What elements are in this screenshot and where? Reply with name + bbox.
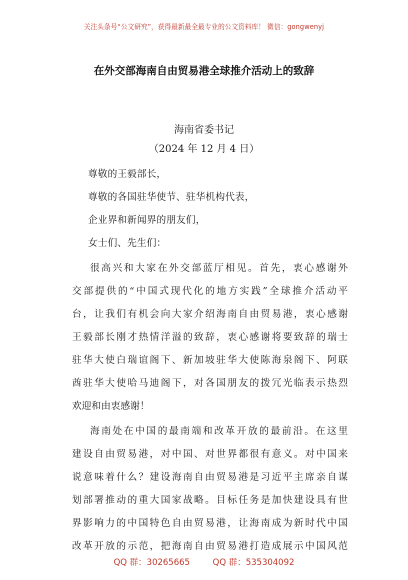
header-advert: 关注头条号“公文研究”，获得最新最全最专业的公文资料库！ 微信：gongwenyj <box>83 23 325 31</box>
paragraph-1-line: 王毅部长刚才热情洋溢的致辞，衷心感谢将要致辞的瑞士 <box>72 332 348 343</box>
paragraph-2-line: 界影响力的中国特色自由贸易港，让海南成为新时代中国 <box>72 518 348 529</box>
paragraph-2-line: 改革开放的示范，把海南自由贸易港打造成展示中国风范 <box>72 541 348 552</box>
paragraph-1-line: 驻华大使白瑞谊阁下、新加坡驻华大使陈海泉阁下、阿联 <box>72 355 348 366</box>
salutation-2: 尊敬的各国驻华使节、驻华机构代表， <box>88 192 255 203</box>
paragraph-2-line: 建设自由贸易港，对中国、对世界都很有意义。对中国来 <box>72 449 348 460</box>
salutation-3: 企业界和新闻界的朋友们， <box>88 215 206 226</box>
paragraph-1-line: 台，让我们有机会向大家介绍海南自由贸易港，衷心感谢 <box>72 309 348 320</box>
paragraph-1-line: 欢迎和由衷感谢！ <box>72 401 150 412</box>
speaker-title: 海南省委书记 <box>174 125 234 136</box>
paragraph-1-line: 交部提供的“中国式现代化的地方实践”全球推介活动平 <box>72 286 348 297</box>
speech-date: （2024 年 12 月 4 日） <box>148 144 260 155</box>
paragraph-2-line: 说意味着什么？建设海南自由贸易港是习近平主席亲自谋 <box>72 472 348 483</box>
footer-qq-group-1: QQ 群：30265665 <box>113 558 190 568</box>
paragraph-1-line: 很高兴和大家在外交部蓝厅相见。首先，衷心感谢外 <box>90 263 348 274</box>
salutation-4: 女士们、先生们： <box>88 238 167 249</box>
paragraph-2-line: 划部署推动的重大国家战略。目标任务是加快建设具有世 <box>72 495 348 506</box>
footer-qq-group-2: QQ 群：535304092 <box>212 558 295 568</box>
paragraph-1-line: 酋驻华大使哈马迪阁下，对各国朋友的拨冗光临表示热烈 <box>72 378 348 389</box>
salutation-1: 尊敬的王毅部长， <box>88 169 167 180</box>
document-title: 在外交部海南自由贸易港全球推介活动上的致辞 <box>93 65 315 77</box>
paragraph-2-line: 海南处在中国的最南端和改革开放的最前沿。在这里 <box>90 426 348 437</box>
footer-contact <box>0 556 408 568</box>
